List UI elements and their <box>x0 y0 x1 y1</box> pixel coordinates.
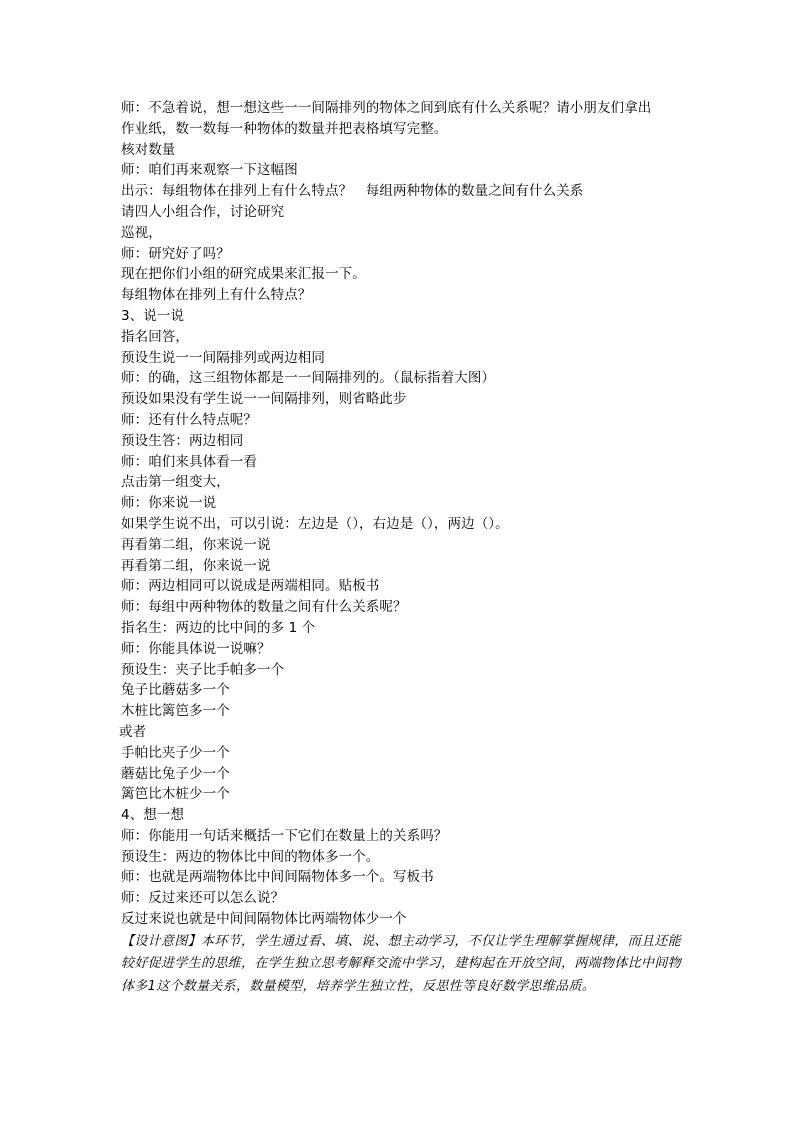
text-line: 师：研究好了吗？ <box>121 245 230 262</box>
text-line: 师：的确，这三组物体都是一一间隔排列的。（鼠标指着大图） <box>121 370 496 387</box>
text-line: 核对数量 <box>121 141 176 158</box>
text-line: 巡视， <box>121 224 162 241</box>
section-heading: 3、说一说 <box>121 307 185 324</box>
text-line: 请四人小组合作，讨论研究 <box>121 203 285 220</box>
text-line: 每组物体在排列上有什么特点？ <box>121 287 312 304</box>
text-line: 或者 <box>119 723 147 740</box>
text-line: 手帕比夹子少一个 <box>121 744 230 761</box>
design-intent-note: 【设计意图】本环节，学生通过看、填、说、想主动学习，不仅让学生理解掌握规律，而且还能较好促进学生的思维，在学生独立思考解释交流中学习，建构起在开放空间，两端物体比中间物体多1这个数量关系，数量模型，培养学生独立性，反思性等良好数学思维品质。 <box>121 933 681 994</box>
text-line: 师：两边相同可以说成是两端相同。贴板书 <box>121 578 380 595</box>
text-line: 师：咱们再来观察一下这幅图 <box>121 162 298 179</box>
text-line: 预设生：两边的物体比中间的物体多一个。 <box>121 848 380 865</box>
text-line: 师：不急着说，想一想这些一一间隔排列的物体之间到底有什么关系呢？请小朋友们拿出 <box>121 100 652 116</box>
text-line: 预设如果没有学生说一一间隔排列，则省略此步 <box>121 391 407 408</box>
text-line: 师：你能具体说一说嘛？ <box>121 640 271 657</box>
text-line: 师：你能用一句话来概括一下它们在数量上的关系吗？ <box>121 827 448 844</box>
text-line: 师：反过来还可以怎么说？ <box>121 890 285 907</box>
text-line: 师：还有什么特点呢？ <box>121 411 257 428</box>
lesson-text-block <box>121 98 681 998</box>
text-line: 预设生说一一间隔排列或两边相同 <box>121 349 325 366</box>
text-line: 作业纸，数一数每一种物体的数量并把表格填写完整。 <box>121 120 448 137</box>
text-line: 师：你来说一说 <box>121 495 217 512</box>
text-line: 预设生答：两边相同 <box>121 432 244 449</box>
text-line: 再看第二组，你来说一说 <box>121 557 271 574</box>
text-line: 预设生：夹子比手帕多一个 <box>121 661 285 678</box>
text-line: 师：咱们来具体看一看 <box>121 453 257 470</box>
text-line: 再看第二组，你来说一说 <box>121 536 271 553</box>
section-heading: 4、想一想 <box>121 807 185 824</box>
text-line: 指名生：两边的比中间的多 1 个 <box>121 619 316 636</box>
text-line: 指名回答， <box>121 328 189 345</box>
text-line: 点击第一组变大， <box>121 474 230 491</box>
text-line: 兔子比蘑菇多一个 <box>121 682 230 699</box>
text-line: 现在把你们小组的研究成果来汇报一下。 <box>121 266 366 283</box>
text-line: 如果学生说不出，可以引说：左边是（），右边是（），两边（）。 <box>121 515 509 532</box>
text-line: 木桩比篱笆多一个 <box>121 703 230 720</box>
text-line: 反过来说也就是中间间隔物体比两端物体少一个 <box>121 911 407 928</box>
text-line: 师：每组中两种物体的数量之间有什么关系呢？ <box>121 599 407 616</box>
text-line: 师：也就是两端物体比中间间隔物体多一个。写板书 <box>121 869 434 886</box>
text-line: 出示：每组物体在排列上有什么特点？ 每组两种物体的数量之间有什么关系 <box>121 183 584 200</box>
text-line: 蘑菇比兔子少一个 <box>121 765 230 782</box>
text-line: 篱笆比木桩少一个 <box>121 786 230 803</box>
